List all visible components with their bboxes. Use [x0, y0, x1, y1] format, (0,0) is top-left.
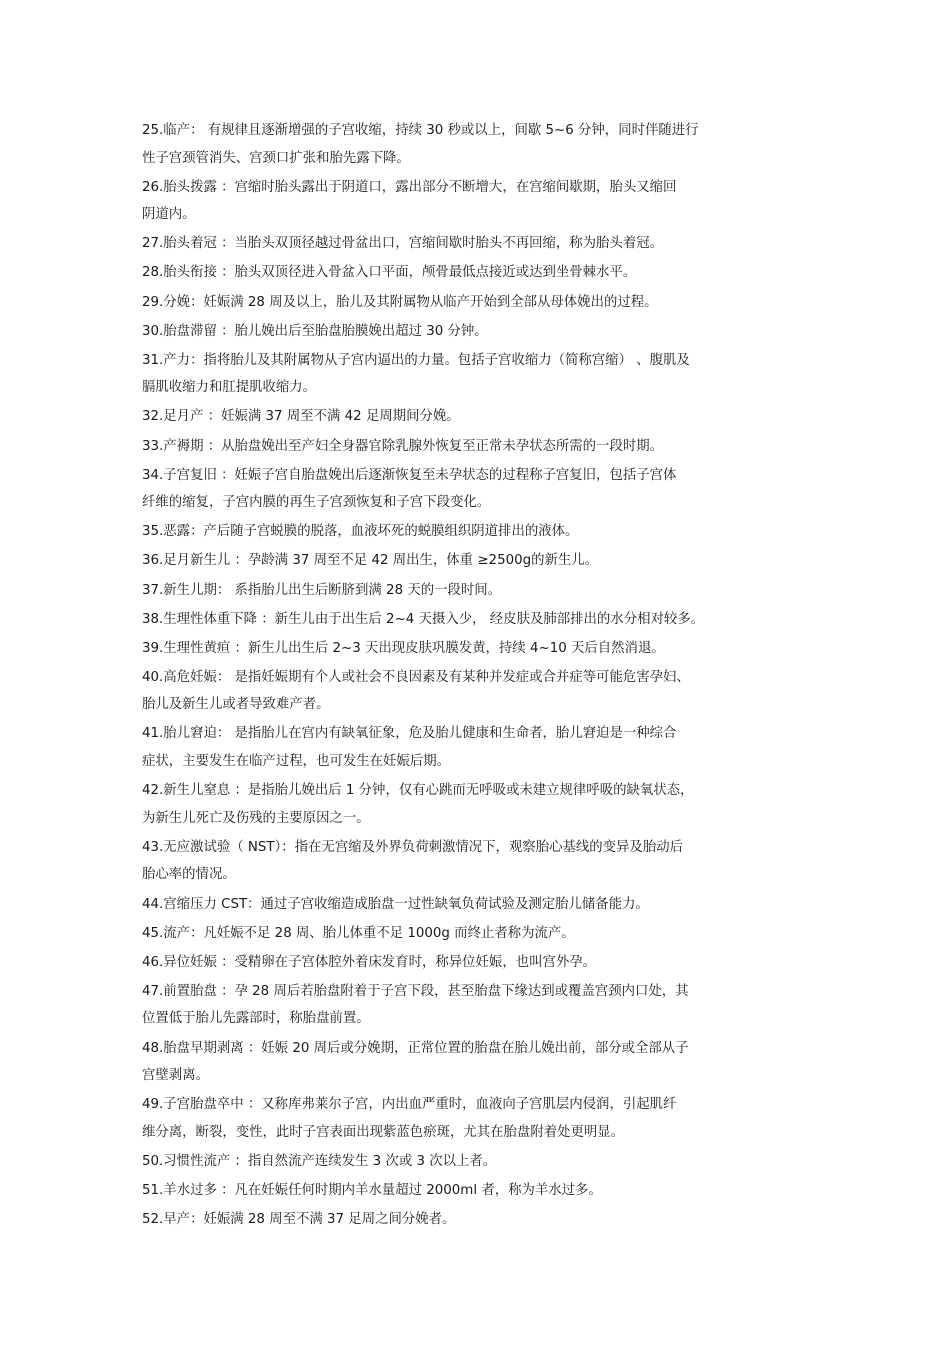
definition-text: 47.前置胎盘 ：孕 28 周后若胎盘附着于子宫下段，甚至胎盘下缘达到或覆盖宫颈内口处，其 [142, 983, 689, 999]
definition-entry-48 [142, 1035, 822, 1090]
definition-entry-37 [142, 577, 822, 605]
definition-text: 37.新生儿期： 系指胎儿出生后断脐到满 28 天的一段时间。 [142, 582, 502, 598]
definition-text: 28.胎头衔接 ：胎头双顶径进入骨盆入口平面，颅骨最低点接近或达到坐骨棘水平。 [142, 265, 637, 281]
definition-text: 44.宫缩压力 CST：通过子宫收缩造成胎盘一过性缺氧负荷试验及测定胎儿储备能力。 [142, 896, 649, 912]
definition-entry-29 [142, 289, 822, 317]
definition-entry-41 [142, 720, 822, 775]
definition-text: 29.分娩：妊娠满 28 周及以上，胎儿及其附属物从临产开始到全部从母体娩出的过程。 [142, 294, 658, 310]
definition-text-continued: 膈肌收缩力和肛提肌收缩力。 [142, 380, 317, 396]
definition-entry-38 [142, 606, 822, 634]
definitions-list [142, 117, 822, 1235]
definition-entry-33 [142, 433, 822, 461]
definition-text: 45.流产：凡妊娠不足 28 周、胎儿体重不足 1000g 而终止者称为流产。 [142, 925, 575, 941]
definition-text-continued: 胎心率的情况。 [142, 867, 236, 883]
definition-text: 39.生理性黄疸 ：新生儿出生后 2~3 天出现皮肤巩膜发黄，持续 4~10 天后自然消退。 [142, 640, 665, 656]
definition-text: 25.临产： 有规律且逐渐增强的子宫收缩，持续 30 秒或以上，间歇 5~6 分钟，同时伴随进行 [142, 123, 699, 138]
definition-text-continued: 性子宫颈管消失、宫颈口扩张和胎先露下降。 [142, 150, 410, 166]
definition-text: 33.产褥期 ：从胎盘娩出至产妇全身器官除乳腺外恢复至正常未孕状态所需的一段时期。 [142, 438, 664, 454]
definition-entry-27 [142, 230, 822, 258]
definition-text: 40.高危妊娠： 是指妊娠期有个人或社会不良因素及有某种并发症或合并症等可能危害孕妇、 [142, 669, 690, 685]
definition-entry-44 [142, 891, 822, 919]
definition-entry-43 [142, 834, 822, 889]
definition-text-continued: 位置低于胎儿先露部时，称胎盘前置。 [142, 1011, 370, 1027]
definition-entry-31 [142, 347, 822, 402]
definition-text: 42.新生儿窒息 ：是指胎儿娩出后 1 分钟，仅有心跳而无呼吸或未建立规律呼吸的缺氧状态， [142, 783, 694, 799]
definition-text-continued: 阴道内。 [142, 207, 196, 223]
definition-entry-39 [142, 635, 822, 663]
definition-text: 48.胎盘早期剥离 ：妊娠 20 周后或分娩期，正常位置的胎盘在胎儿娩出前，部分或全部从子 [142, 1040, 689, 1056]
definition-text: 27.胎头着冠 ：当胎头双顶径越过骨盆出口，宫缩间歇时胎头不再回缩，称为胎头着冠。 [142, 236, 664, 252]
definition-text: 51.羊水过多 ：凡在妊娠任何时期内羊水量超过 2000ml 者，称为羊水过多。 [142, 1182, 602, 1198]
definition-text: 31.产力：指将胎儿及其附属物从子宫内逼出的力量。包括子宫收缩力（简称宫缩） 、腹肌及 [142, 352, 690, 368]
definition-entry-25 [142, 117, 822, 172]
definition-text: 46.异位妊娠 ：受精卵在子宫体腔外着床发育时，称异位妊娠，也叫宫外孕。 [142, 954, 597, 970]
definition-text: 34.子宫复旧 ：妊娠子宫自胎盘娩出后逐渐恢复至未孕状态的过程称子宫复旧，包括子宫体 [142, 467, 677, 483]
definition-entry-35 [142, 518, 822, 546]
definition-text: 52.早产：妊娠满 28 周至不满 37 足周之间分娩者。 [142, 1212, 456, 1228]
definition-text: 30.胎盘滞留 ：胎儿娩出后至胎盘胎膜娩出超过 30 分钟。 [142, 323, 488, 339]
definition-entry-50 [142, 1148, 822, 1176]
definition-entry-32 [142, 403, 822, 431]
definition-text: 26.胎头拨露 ：宫缩时胎头露出于阴道口，露出部分不断增大，在宫缩间歇期，胎头又缩回 [142, 179, 677, 195]
definition-entry-26 [142, 174, 822, 229]
definition-entry-47 [142, 978, 822, 1033]
definition-entry-40 [142, 664, 822, 719]
definition-text: 49.子宫胎盘卒中 ：又称库弗莱尔子宫，内出血严重时，血液向子宫肌层内侵润，引起肌纤 [142, 1097, 677, 1113]
definition-entry-51 [142, 1177, 822, 1205]
definition-text: 50.习惯性流产 ：指自然流产连续发生 3 次或 3 次以上者。 [142, 1153, 497, 1169]
definition-text-continued: 纤维的缩复，子宫内膜的再生子宫颈恢复和子宫下段变化。 [142, 495, 491, 511]
definition-entry-49 [142, 1091, 822, 1146]
definition-entry-28 [142, 259, 822, 287]
definition-text: 38.生理性体重下降 ：新生儿由于出生后 2~4 天摄入少， 经皮肤及肺部排出的水分相对较多。 [142, 611, 705, 627]
definition-text: 36.足月新生儿 ：孕龄满 37 周至不足 42 周出生，体重 ≥2500g的新生儿。 [142, 553, 599, 569]
definition-text-continued: 为新生儿死亡及伤残的主要原因之一。 [142, 810, 370, 826]
definition-text-continued: 宫壁剥离。 [142, 1068, 209, 1084]
definition-text-continued: 胎儿及新生儿或者导致难产者。 [142, 697, 330, 713]
definition-entry-46 [142, 949, 822, 977]
definition-entry-45 [142, 920, 822, 948]
definition-text-continued: 维分离，断裂，变性，此时子宫表面出现紫蓝色瘀斑，尤其在胎盘附着处更明显。 [142, 1124, 625, 1140]
definition-text: 41.胎儿窘迫： 是指胎儿在宫内有缺氧征象，危及胎儿健康和生命者，胎儿窘迫是一种综合 [142, 726, 677, 742]
definition-entry-42 [142, 777, 822, 832]
definition-entry-34 [142, 462, 822, 517]
definition-entry-30 [142, 318, 822, 346]
definition-text-continued: 症状，主要发生在临产过程，也可发生在妊娠后期。 [142, 754, 450, 770]
definition-entry-36 [142, 547, 822, 575]
definition-text: 32.足月产 ：妊娠满 37 周至不满 42 足周期间分娩。 [142, 409, 460, 425]
definition-text: 35.恶露：产后随子宫蜕膜的脱落，血液坏死的蜕膜组织阴道排出的液体。 [142, 524, 579, 540]
definition-entry-52 [142, 1206, 822, 1234]
definition-text: 43.无应激试验（ NST）：指在无宫缩及外界负荷刺激情况下，观察胎心基线的变异及胎动后 [142, 839, 683, 855]
